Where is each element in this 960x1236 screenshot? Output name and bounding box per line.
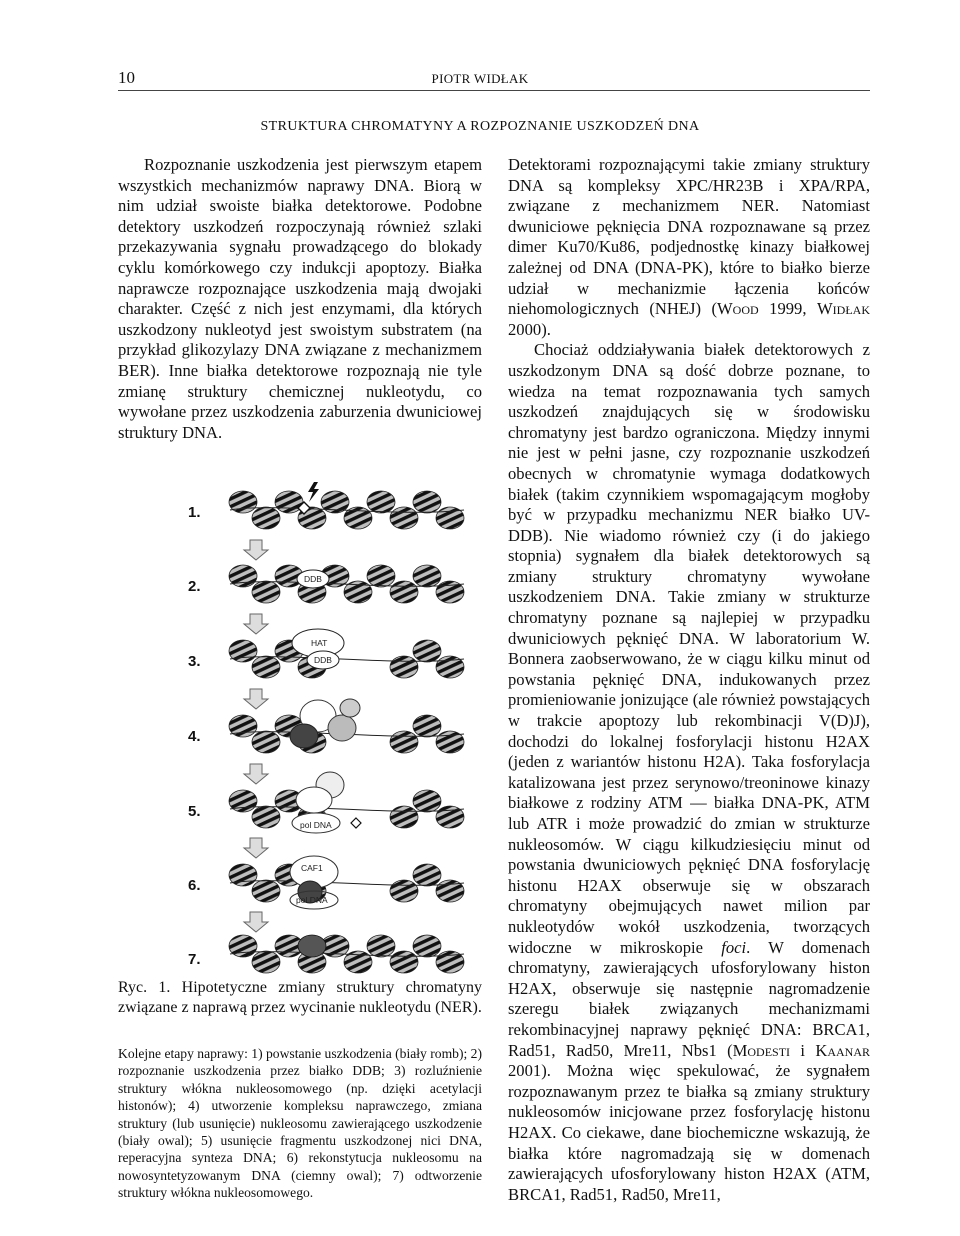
nucleosome	[390, 951, 418, 973]
step-label-3: 3.	[188, 653, 201, 670]
nucleosome	[252, 581, 280, 603]
ddb-label-step3: DDB	[314, 655, 332, 665]
step-arrow	[244, 764, 268, 784]
nucleosome	[390, 806, 418, 828]
nucleosome	[252, 806, 280, 828]
nucleosome	[413, 491, 441, 513]
step-label-4: 4.	[188, 728, 201, 745]
right-column	[508, 155, 870, 1205]
hat-label: HAT	[311, 638, 328, 648]
nucleosome	[413, 864, 441, 886]
foci-term: foci	[721, 937, 747, 957]
nucleosome	[390, 880, 418, 902]
page-number: 10	[118, 68, 135, 87]
right-paragraph-2: Chociaż oddziaływania białek detektorowych z uszkodzonym DNA są dość dobrze poznane, to wiedza na temat rozpoznawania tych samych uszkodzeń znajdujących się w środowisku chromatyny jest bardzo ograniczona. Między innymi nie jest w pełni jasne, czy rozpoznanie uszkodzeń obecnych w chromatynie wymaga dodatkowych białek (takim czynnikiem wspomagającym mogłoby być w przypadku mechanizmu NER białko UV-DDB). Nie wiadomo również czy (i do jakiego stopnia) sygnałem dla białek detektorowych są zmiany struktury chromatyny wywołane uszkodzeniem DNA. Takie zmiany w strukturze chromatyny poznane są najlepiej w przypadku dwuniciowych pęknięć DNA. W laboratorium W. Bonnera zaobserwowano, że w ciągu kilku minut od powstania pęknięć DNA, indukowanych przez promieniowanie jonizujące (ale również powstających w trakcie apoptozy lub rekombinacji V(D)J), dochodzi do lokalnej fosforylacji histonu H2AX (jeden z wariantów histonu H2A). Taka fosforylacja katalizowana jest przez serynowo/treoninowe kinazy białkowe z rodziny ATM — białka DNA-PK, ATM lub ATR i może prowadzić do zmian w strukturze nukleosomów. W ciągu kilkudziesięciu minut od powstania dwuniciowych pęknięć DNA fosforylację histonu H2AX obserwuje się w obszarach chromatyny obejmujących nawet milion par nukleotydów wokół uszkodzenia, tworzących widoczne w mikroskopie foci. W domenach chromatyny, zawierających ufosforylowany histon H2AX, obserwuje się następnie nagromadzenie szeregu białek związanych mechanizmami rekombinacyjnej naprawy pęknięć DNA: BRCA1, Rad51, Rad50, Mre11, Nbs1 (Modesti i Kaanar 2001). Można więc spekulować, że sygnałem rozpoznawanym przez te białka są zmiany struktury nukleosomów inicjowane przez fosforylację histonu H2AX. Co ciekawe, dane biochemiczne wskazują, że białka które nagromadzają się w domenach zawierających ufosforylowany histon H2AX (ATM, BRCA1, Rad51, Rad50, Mre11,	[508, 340, 870, 1204]
step-label-2: 2.	[188, 578, 201, 595]
citation-widlak: Widłak	[817, 299, 870, 319]
nucleosome	[413, 565, 441, 587]
lightning-icon	[308, 482, 319, 502]
citation-wood: Wood	[717, 299, 759, 319]
left-column	[118, 155, 482, 443]
repair-protein	[340, 699, 360, 717]
step-label-7: 7.	[188, 951, 201, 968]
caf1-label: CAF1	[301, 863, 323, 873]
nucleosome	[413, 715, 441, 737]
nucleosome	[252, 656, 280, 678]
figure-caption: Ryc. 1. Hipotetyczne zmiany struktury chromatyny związane z naprawą przez wycinanie nukleotydu (NER).	[118, 979, 482, 1016]
pol-dna-label-step5: pol DNA	[300, 820, 332, 830]
step-label-1: 1.	[188, 504, 201, 521]
section-title: STRUKTURA CHROMATYNY A ROZPOZNANIE USZKODZEŃ DNA	[260, 119, 700, 134]
repair-protein	[296, 787, 332, 813]
nucleosome	[252, 507, 280, 529]
nucleosome	[252, 951, 280, 973]
nucleosome	[390, 581, 418, 603]
nucleosome	[390, 507, 418, 529]
new-nucleosome	[298, 935, 326, 957]
nucleosome	[413, 790, 441, 812]
citation-modesti: Modesti	[732, 1040, 791, 1060]
figure-diagram	[118, 480, 482, 976]
step-arrow	[244, 540, 268, 560]
step-arrow	[244, 689, 268, 709]
running-head: PIOTR WIDŁAK	[431, 71, 529, 86]
pol-dna-label-step6: pol DNA	[296, 895, 328, 905]
repair-protein	[328, 715, 356, 741]
right-paragraph-1: Detektorami rozpoznającymi takie zmiany struktury DNA są kompleksy XPC/HR23B i XPA/RPA, związane z mechanizmem NER. Natomiast dwuniciowe pęknięcia DNA rozpoznawane są przez dimer Ku70/Ku86, podjednostkę kinazy białkowej zależnej od DNA (DNA-PK), które to białko bierze udział w mechanizmie łączenia końców niehomologicznych (NHEJ) (Wood 1999, Widłak 2000).	[508, 155, 870, 339]
left-paragraph: Rozpoznanie uszkodzenia jest pierwszym etapem wszystkich mechanizmów naprawy DNA. Biorą w nim udział swoiste białka detektorowe. Podobne detektory uszkodzeń rozpoczynają również szlaki przekazywania sygnału prowadzącego do blokady cyklu komórkowego czy indukcji apoptozy. Białka naprawcze rozpoznające uszkodzenia mają dwojaki charakter. Część z nich jest enzymami, dla których uszkodzony nukleotyd jest swoistym substratem (na przykład glikozylazy DNA związane z mechanizmem BER). Inne białka detektorowe rozpoznają nie tyle zmianę struktury chemicznej nukleotydu, co wywołane przez uszkodzenia zaburzenia dwuniciowej struktury DNA.	[118, 155, 482, 442]
repair-protein	[290, 724, 318, 748]
nucleosome	[367, 491, 395, 513]
nucleosome	[367, 935, 395, 957]
step-arrow	[244, 838, 268, 858]
citation-kaanar: Kaanar	[815, 1040, 870, 1060]
nucleosome	[413, 640, 441, 662]
figure-1	[118, 480, 482, 976]
nucleosome	[390, 656, 418, 678]
excised-damage	[351, 818, 361, 828]
step-label-5: 5.	[188, 803, 201, 820]
nucleosome	[252, 731, 280, 753]
figure-description: Kolejne etapy naprawy: 1) powstanie uszkodzenia (biały romb); 2) rozpoznanie uszkodzenia przez białko DDB; 3) rozluźnienie struktury włókna nukleosomowego (np. dzięki acetylacji histonów); 4) utworzenie kompleksu naprawczego, zmiana struktury (lub usunięcie) nukleosomu zawierającego uszkodzenie (biały owal); 5) usunięcie fragmentu uszkodzonej nici DNA, reperacyjna synteza DNA; 6) rekonstytucja nukleosomu na nowosyntetyzowanym DNA (ciemny owal); 7) odtworzenie struktury włókna nukleosomowego.	[118, 1046, 482, 1201]
header-rule	[118, 90, 870, 91]
nucleosome	[252, 880, 280, 902]
nucleosome	[367, 565, 395, 587]
nucleosome	[390, 731, 418, 753]
nucleosome	[413, 935, 441, 957]
ddb-label-step2: DDB	[304, 574, 322, 584]
step-arrow	[244, 912, 268, 932]
step-arrow	[244, 614, 268, 634]
step-label-6: 6.	[188, 877, 201, 894]
